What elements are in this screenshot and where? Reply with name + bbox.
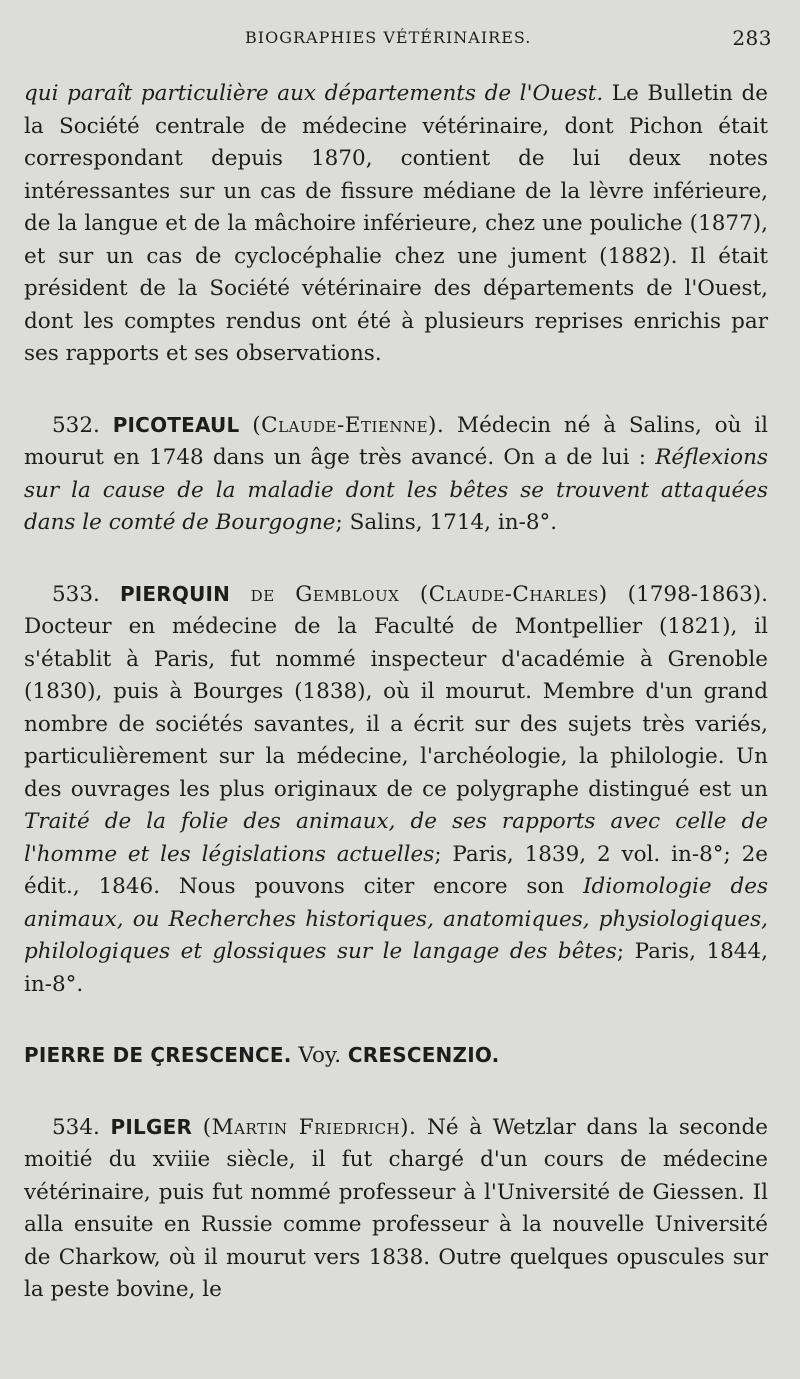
entry-532-name: PICOTEAUL [112, 412, 240, 437]
page-body [24, 78, 768, 1307]
entry-532-first-names: (Claude-Etienne). [252, 412, 445, 438]
entry-534-name: PILGER [110, 1114, 193, 1139]
entry-532-text-2: ; Salins, 1714, in-8°. [335, 510, 558, 535]
entry-533 [24, 578, 768, 1002]
entry-533-name: PIERQUIN [119, 581, 231, 606]
entry-534-number: 534. [52, 1114, 100, 1140]
entry-534-text-1: Né à Wetzlar dans la seconde moitié du xviiie siècle, il fut chargé d'un cours de médecine vétérinaire, puis fut nommé professeur à l'Université de Giessen. Il alla ensuite en Russie comme professeur à la nouvelle Université de Charkow, où il mourut vers 1838. Outre quelques opuscules sur la peste bovine, le [24, 1114, 768, 1302]
entry-533-text-3: ; Paris, 1844, in-8°. [24, 939, 768, 997]
entry-533-first-names: (Claude-Charles) [419, 581, 608, 607]
page-number: 283 [732, 26, 772, 50]
cross-reference-name: PIERRE DE ÇRESCENCE. [24, 1043, 292, 1067]
continuation-paragraph [24, 78, 768, 371]
entry-532-number: 532. [52, 412, 100, 438]
entry-532 [24, 409, 768, 540]
cross-reference-entry [24, 1039, 768, 1073]
entry-533-title-2: Idiomologie des animaux, ou Recherches historiques, anatomiques, physiologiques, philologiques et glossiques sur le langage des bêtes [24, 874, 768, 964]
running-title: BIOGRAPHIES VÉTÉRINAIRES. [245, 28, 532, 47]
entry-533-particle: de Gembloux [230, 581, 420, 607]
running-head [0, 28, 800, 56]
entry-532-text-1: Médecin né à Salins, où il mourut en 1748 dans un âge très avancé. On a de lui : [24, 412, 768, 470]
entry-534 [24, 1111, 768, 1307]
entry-533-title-1: Traité de la folie des animaux, de ses rapports avec celle de l'homme et les législations actuelles [24, 809, 768, 867]
cross-reference-voy: Voy. [291, 1043, 348, 1068]
entry-532-title: Réflexions sur la cause de la maladie dont les bêtes se trouvent attaquées dans le comté de Bourgogne [24, 445, 768, 535]
continuation-italic: qui paraît particulière aux départements de l'Ouest. [24, 81, 604, 106]
entry-533-number: 533. [52, 581, 100, 607]
entry-534-first-names: (Martin Friedrich). [202, 1114, 417, 1140]
entry-533-text-1: (1798-1863). Docteur en médecine de la Faculté de Montpellier (1821), il s'établit à Paris, fut nommé inspecteur d'académie à Grenoble (1830), puis à Bourges (1838), où il mourut. Membre d'un grand nombre de sociétés savantes, il a écrit sur des sujets très variés, particulièrement sur la médecine, l'archéologie, la philologie. Un des ouvrages les plus originaux de ce polygraphe distingué est un [24, 581, 768, 802]
cross-reference-target: CRESCENZIO. [347, 1043, 500, 1067]
entry-533-text-2: ; Paris, 1839, 2 vol. in-8°; 2e édit., 1846. Nous pouvons citer encore son [24, 841, 769, 899]
continuation-text: Le Bulletin de la Société centrale de médecine vétérinaire, dont Pichon était correspondant depuis 1870, contient de lui deux notes intéressantes sur un cas de fissure médiane de la lèvre inférieure, de la langue et de la mâchoire inférieure, chez une pouliche (1877), et sur un cas de cyclocéphalie chez une jument (1882). Il était président de la Société vétérinaire des départements de l'Ouest, dont les comptes rendus ont été à plusieurs reprises enrichis par ses rapports et ses observations. [24, 81, 768, 366]
